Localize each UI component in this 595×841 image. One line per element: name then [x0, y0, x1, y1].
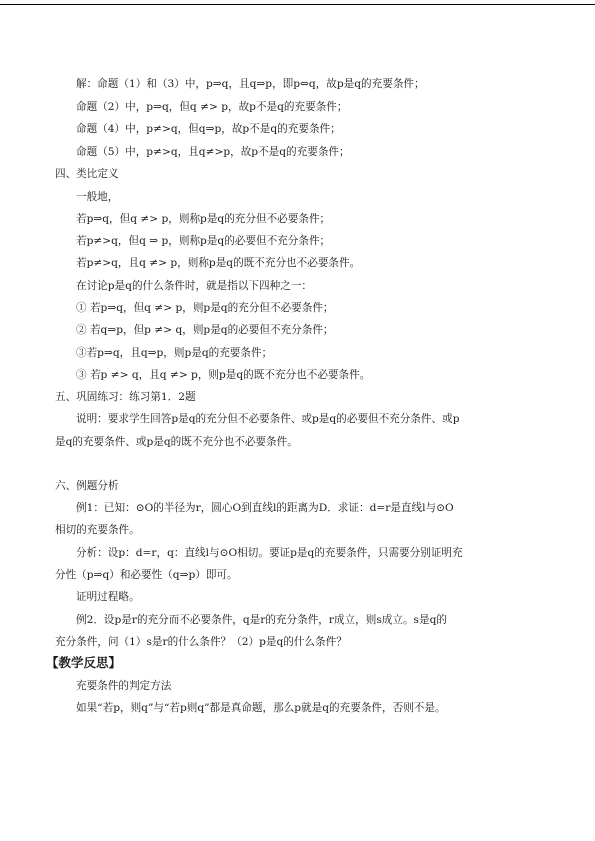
text-line: 相切的充要条件。: [55, 524, 140, 536]
text-line: 例1：已知：⊙O的半径为r，圆心O到直线l的距离为D．求证：d=r是直线l与⊙O: [76, 502, 454, 514]
text-line: ③若p⇒q，且q⇒p，则p是q的充要条件；: [76, 347, 273, 359]
text-line: 分性（p⇒q）和必要性（q⇒p）即可。: [55, 569, 238, 581]
section-heading: 五、巩固练习：练习第1．2题: [55, 391, 196, 403]
text-line: ③ 若p ≠> q，且q ≠> p，则p是q的既不充分也不必要条件。: [76, 369, 371, 381]
text-line: ① 若p⇒q，但q ≠> p，则p是q的充分但不必要条件；: [76, 302, 334, 314]
text-line: 充分条件，问（1）s是r的什么条件？（2）p是q的什么条件？: [55, 636, 347, 648]
text-line: 若p≠>q，且q ≠> p，则称p是q的既不充分也不必要条件。: [76, 257, 361, 269]
text-line: 分析：设p：d=r，q：直线l与⊙O相切。要证p是q的充要条件，只需要分别证明充: [76, 547, 463, 559]
text-line: 命题（5）中，p≠>q，且q≠>p，故p不是q的充要条件；: [76, 146, 350, 158]
text-line: 充要条件的判定方法: [76, 680, 172, 692]
section-heading: 四、类比定义: [55, 168, 119, 180]
text-line: 命题（4）中，p≠>q，但q⇒p，故p不是q的充要条件；: [76, 123, 341, 135]
text-line: 例2．设p是r的充分而不必要条件，q是r的充分条件，r成立，则s成立。s是q的: [76, 614, 447, 626]
top-rule: [0, 4, 595, 5]
text-line: 一般地，: [76, 191, 119, 203]
text-line: 解：命题（1）和（3）中，p⇒q，且q⇒p，即p⇔q，故p是q的充要条件；: [76, 78, 425, 90]
section-heading: 六、例题分析: [55, 480, 119, 492]
text-line: ② 若q⇒p，但p ≠> q，则p是q的必要但不充分条件；: [76, 324, 334, 336]
text-line: 如果“若p，则q”与“若p则q”都是真命题，那么p就是q的充要条件，否则不是。: [76, 702, 446, 714]
text-line: 是q的充要条件、或p是q的既不充分也不必要条件。: [55, 436, 298, 448]
text-line: 若p≠>q，但q ⇒ p，则称p是q的必要但不充分条件；: [76, 235, 331, 247]
text-line: 证明过程略。: [76, 591, 140, 603]
text-line: 在讨论p是q的什么条件时，就是指以下四种之一：: [76, 280, 313, 292]
text-line: 命题（2）中，p⇒q，但q ≠> p，故p不是q的充要条件；: [76, 101, 348, 113]
text-line: 说明：要求学生回答p是q的充分但不必要条件、或p是q的必要但不充分条件、或p: [76, 413, 460, 425]
text-line: 若p⇒q，但q ≠> p，则称p是q的充分但不必要条件；: [76, 213, 331, 225]
reflection-heading: 【教学反思】: [46, 655, 122, 670]
